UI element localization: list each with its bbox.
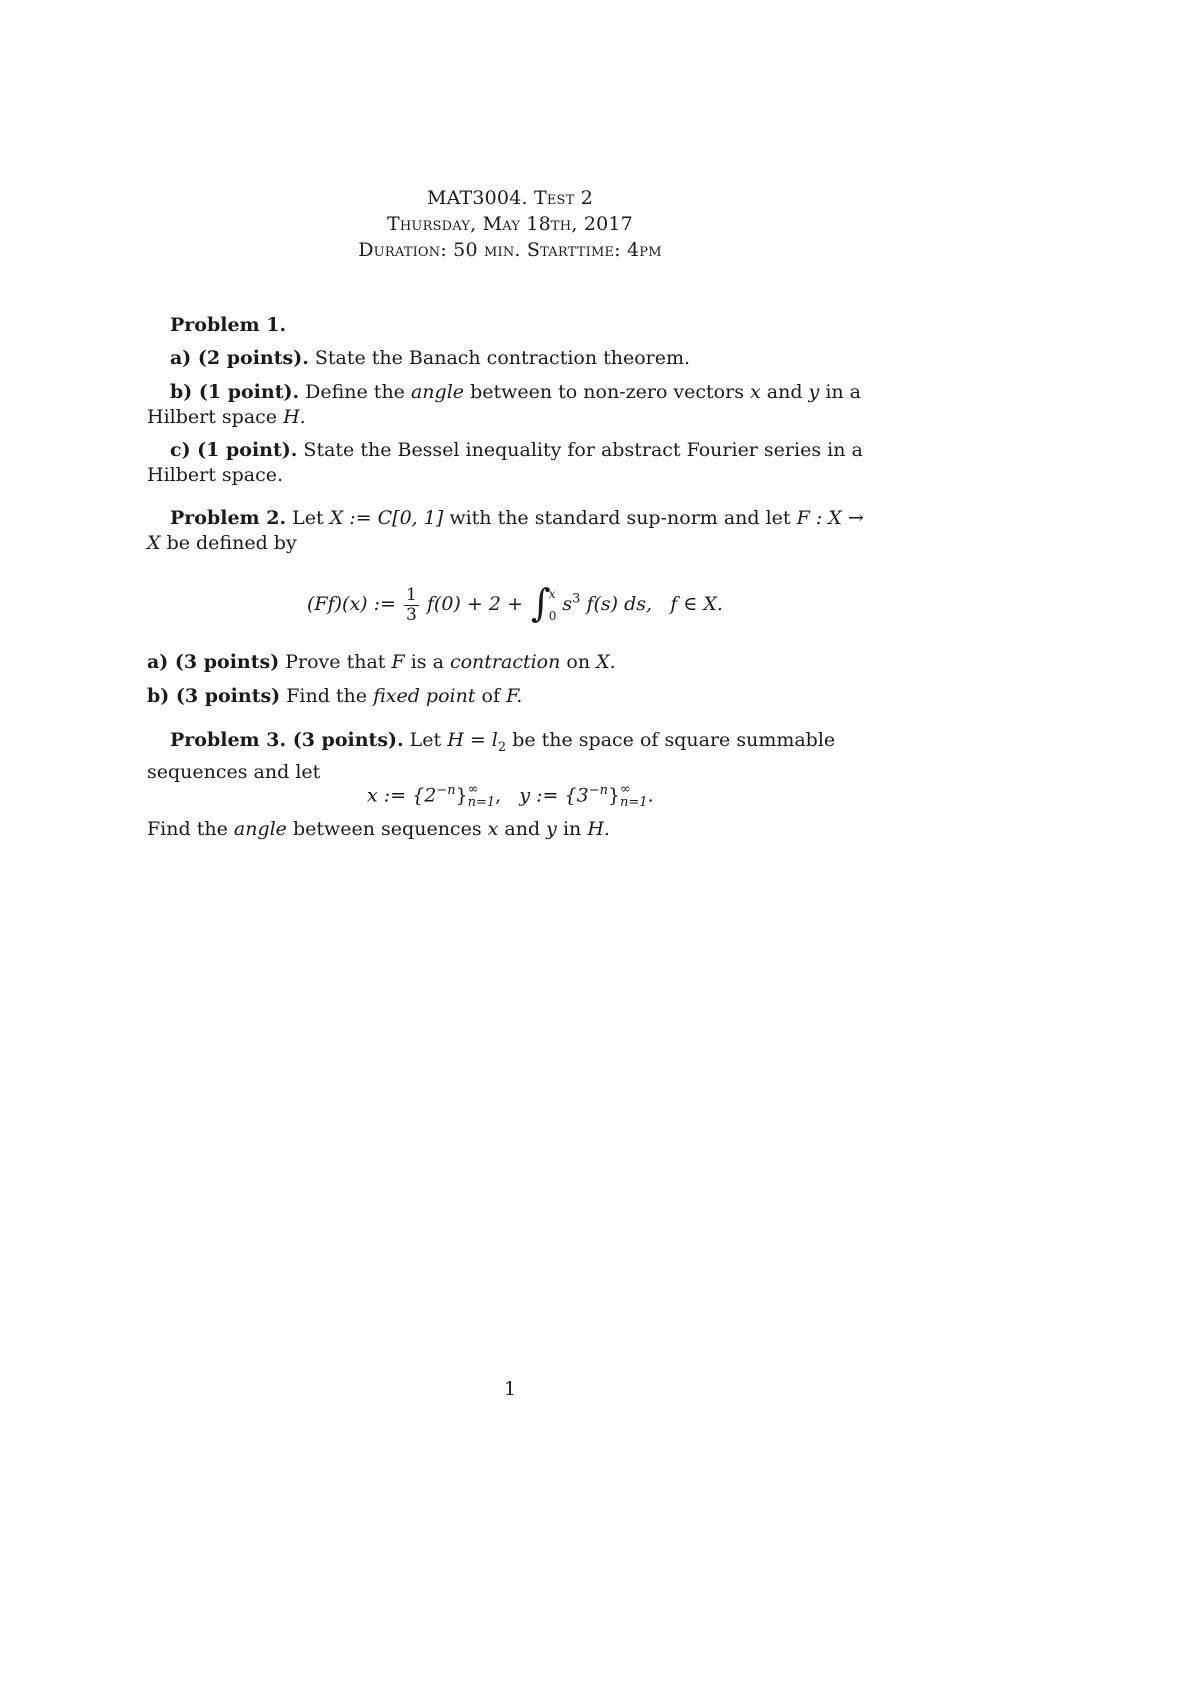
eq3-y-sup: ∞ [620,782,631,798]
problem2-a-label: a) (3 points) [147,651,280,673]
eq-rest: f(s) ds, f ∈ X. [586,593,723,615]
exam-date: Thursday, May 18th, 2017 [387,213,633,235]
problem3-math-1-sub: 2 [497,739,507,755]
problem1-part-b: b) (1 point). Define the angle between to non-zero vectors x and y in a Hilbert space H. [147,381,862,428]
eq-lhs: (Ff)(x) := [307,593,396,615]
problem2-intro-3: be defined by [166,532,297,554]
problem1-a-label: a) (2 points). [170,347,309,369]
problem2-equation [307,580,723,627]
problem2-part-a [147,650,877,675]
problem2-b-var: F. [506,685,523,707]
problem1-heading: Problem 1. [170,314,287,336]
problem1-part-a [170,346,900,371]
problem1-b-text-3: in a Hilbert [147,381,862,428]
eq3-x-sub: n=1 [467,795,496,811]
problem2-intro-math: X := C[0, 1] [329,507,444,529]
eq3-y-sub: n=1 [620,795,648,811]
problem3-text-1: Let [409,729,442,751]
eq-fraction [404,586,419,625]
eq-int-lower: 0 [548,609,557,623]
problem2-a-text-3: on [566,651,591,673]
problem2-a-text-1: Prove that [285,651,386,673]
eq-mid: f(0) + 2 + [426,593,523,615]
problem3-emph: angle [233,818,287,840]
problem1-b-text-1: Define the [305,381,405,403]
eq3-y-exp: −n [588,783,608,798]
eq-int-upper: x [548,587,556,601]
problem1-title [170,313,900,338]
problem1-c-text: State the Bessel inequality for abstract Fourier series in a Hilbert space. [147,439,863,486]
eq3-x-sup: ∞ [467,782,479,798]
page-number: 1 [503,1378,517,1400]
eq3-x: x := {2 [367,784,437,807]
problem2-b-emph: fixed point [373,685,476,707]
eq3-y: y := {3 [519,784,589,807]
problem1-b-label: b) (1 point). [170,381,300,403]
problem3-math-1: H = l [447,729,498,751]
problem3-equation: x := $\{2^{-n}\}$ ∞ n=1 , y := $\{3^{-n}\}$ ∞ n=1 . [367,782,654,811]
problem3-text-5: in [562,818,582,840]
problem3-title: Problem 3. (3 points). [170,729,404,751]
eq3-x-exp: −n [436,783,456,798]
problem2-intro [147,506,877,556]
problem2-intro-1: Let [292,507,324,529]
problem1-a-text: State the Banach contraction theorem. [314,347,691,369]
problem3-text-3: Find the [147,818,228,840]
problem2-a-var: F [391,651,405,673]
exam-duration: Duration: 50 min. Starttime: 4pm [358,239,662,261]
problem2-b-text-2: of [481,685,501,707]
problem2-b-label: b) (3 points) [147,685,281,707]
problem2-a-text-2: is a [410,651,444,673]
problem3-text-4: between sequences [292,818,482,840]
problem2-a-var2: X. [596,651,616,673]
problem1-b-var-x: x [750,381,761,403]
problem3-question [147,817,877,842]
problem3-text-2: be the space of square summable sequences and let [147,729,836,783]
eq3-x-limits [468,783,496,809]
problem2-b-text-1: Find the [286,685,368,707]
eq-frac-den: 3 [406,604,417,625]
problem3-intro [147,728,877,785]
problem1-b-var-H: H [283,406,300,428]
problem1-b-text-4: space [221,406,278,428]
problem2-intro-math2: F : X → X [147,507,864,554]
problem1-part-c [147,438,877,488]
problem1-b-text-2: between to non-zero vectors [470,381,744,403]
problem1-b-var-y: y [808,381,820,403]
eq-frac-num: 1 [406,584,417,605]
eq3-y-limits [620,783,648,809]
problem2-title: Problem 2. [170,507,287,529]
eq-exp: 3 [572,591,581,607]
eq-body: s [562,593,573,615]
problem3-var-H: H. [587,818,610,840]
exam-title: MAT3004. Test 2 [426,187,594,209]
problem3-var-y: y [546,818,557,840]
problem3-and: and [504,818,541,840]
problem3-var-x: x [487,818,499,840]
problem1-b-and: and [766,381,803,403]
integral-sign-icon: ∫ [530,580,551,625]
problem1-b-emph: angle [410,381,465,403]
problem2-part-b [147,684,877,709]
problem1-c-label: c) (1 point). [170,439,298,461]
problem2-a-emph: contraction [449,651,561,673]
problem2-intro-2: with the standard sup-norm and let [449,507,791,529]
